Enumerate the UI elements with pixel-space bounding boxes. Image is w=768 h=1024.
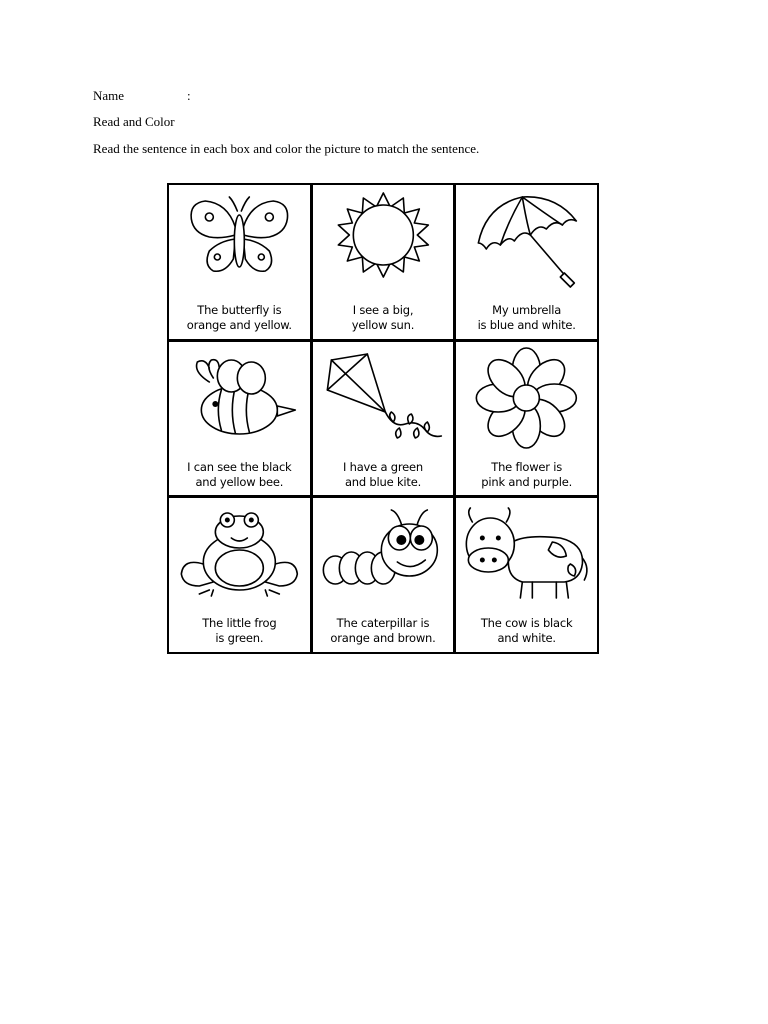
sun-icon [313,185,454,300]
worksheet-instructions: Read the sentence in each box and color the picture to match the sentence. [93,141,480,156]
card-caption: The caterpillar is orange and brown. [330,616,436,646]
card-frog [169,498,310,652]
umbrella-icon [456,185,597,300]
flower-icon [456,342,597,457]
card-caption: The cow is black and white. [480,616,573,646]
card-caption: My umbrella is blue and white. [477,303,576,332]
cow-icon [456,498,597,613]
butterfly-icon [169,185,310,300]
name-colon: : [187,88,191,103]
card-caption: The butterfly is orange and yellow. [186,303,292,332]
card-sun [313,185,454,339]
card-caption: The little frog is green. [202,616,277,646]
worksheet-title: Read and Color [93,114,175,129]
card-butterfly [169,185,310,339]
kite-icon [313,342,454,457]
card-bee [169,342,310,496]
name-label: Name [93,88,125,103]
card-kite [313,342,454,496]
card-flower [456,342,597,496]
card-caption: The flower is pink and purple. [481,459,573,489]
card-caption: I have a green and blue kite. [342,459,424,489]
card-umbrella [456,185,597,339]
card-caption: I can see the black and yellow bee. [187,459,292,489]
frog-icon [169,498,310,613]
card-cow [456,498,597,652]
caterpillar-icon [313,498,454,613]
card-caterpillar [313,498,454,652]
bee-icon [169,342,310,457]
card-caption: I see a big, yellow sun. [351,303,415,332]
coloring-card-grid [167,183,599,654]
